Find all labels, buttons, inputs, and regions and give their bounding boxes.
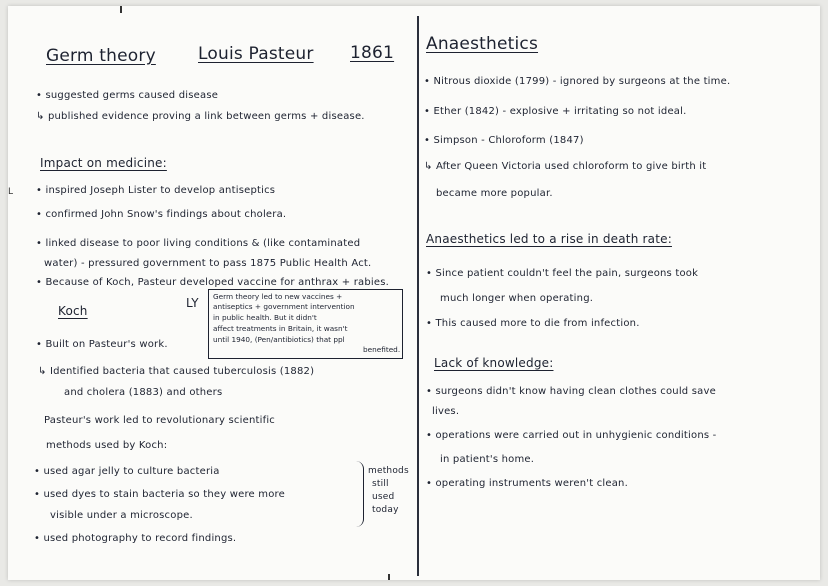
death-rate-item: • Since patient couldn't feel the pain, surgeons took [426, 268, 699, 279]
ly-label: LY [186, 296, 199, 310]
impact-item: • confirmed John Snow's findings about cholera. [36, 209, 287, 220]
death-rate-item: • This caused more to die from infection. [426, 318, 640, 329]
impact-note-box [208, 289, 403, 359]
intro-line: ↳ published evidence proving a link between germs + disease. [36, 111, 365, 122]
knowledge-item: • operating instruments weren't clean. [426, 478, 628, 489]
anaesthetics-item: ↳ After Queen Victoria used chloroform to give birth it [424, 161, 707, 172]
brace-note: used [372, 492, 395, 502]
anaesthetics-title: Anaesthetics [426, 34, 539, 54]
koch-identified-line: and cholera (1883) and others [64, 387, 223, 398]
methods-brace [355, 461, 364, 527]
anaesthetics-item: became more popular. [436, 188, 553, 199]
brace-note: methods [368, 466, 409, 476]
box-line: until 1940, (Pen/antibiotics) that ppl [213, 335, 345, 344]
method-item: visible under a microscope. [50, 510, 193, 521]
column-divider [417, 16, 419, 576]
impact-item: • inspired Joseph Lister to develop antiseptics [36, 185, 276, 196]
knowledge-heading: Lack of knowledge: [434, 356, 554, 370]
anaesthetics-item: • Ether (1842) - explosive + irritating so not ideal. [424, 106, 687, 117]
pasteur-name: Louis Pasteur [198, 44, 314, 64]
koch-identified-line: ↳ Identified bacteria that caused tuberculosis (1882) [38, 366, 315, 377]
knowledge-item: in patient's home. [440, 454, 535, 465]
brace-note: today [372, 505, 399, 515]
impact-item: • Because of Koch, Pasteur developed vaccine for anthrax + rabies. [36, 277, 390, 288]
death-rate-item: much longer when operating. [440, 293, 594, 304]
knowledge-item: • surgeons didn't know having clean clothes could save [426, 386, 716, 397]
knowledge-item: lives. [432, 406, 460, 417]
pasteur-methods-line: methods used by Koch: [46, 440, 168, 451]
koch-built-line: • Built on Pasteur's work. [36, 339, 168, 350]
box-line: affect treatments in Britain, it wasn't [213, 324, 348, 333]
pasteur-methods-line: Pasteur's work led to revolutionary scientific [44, 415, 275, 426]
page-tick-mark [388, 574, 390, 580]
impact-item: • linked disease to poor living conditions & (like contaminated [36, 238, 361, 249]
anaesthetics-item: • Nitrous dioxide (1799) - ignored by surgeons at the time. [424, 76, 731, 87]
box-line: antiseptics + government intervention [213, 302, 355, 311]
notebook-page [8, 6, 820, 580]
germ-theory-title: Germ theory [46, 46, 156, 66]
knowledge-item: • operations were carried out in unhygienic conditions - [426, 430, 717, 441]
impact-item: water) - pressured government to pass 1875 Public Health Act. [44, 258, 372, 269]
anaesthetics-item: • Simpson - Chloroform (1847) [424, 135, 584, 146]
impact-heading: Impact on medicine: [40, 156, 167, 170]
page-tick-mark [120, 6, 122, 13]
box-line: Germ theory led to new vaccines + [213, 292, 343, 301]
box-line: in public health. But it didn't [213, 313, 317, 322]
method-item: • used dyes to stain bacteria so they were more [34, 489, 285, 500]
intro-line: • suggested germs caused disease [36, 90, 219, 101]
title-year: 1861 [350, 43, 395, 63]
method-item: • used agar jelly to culture bacteria [34, 466, 220, 477]
margin-mark: L [8, 187, 14, 197]
death-rate-heading: Anaesthetics led to a rise in death rate: [426, 232, 672, 246]
koch-heading: Koch [58, 304, 88, 318]
box-line: benefited. [363, 345, 401, 354]
method-item: • used photography to record findings. [34, 533, 237, 544]
brace-note: still [372, 479, 389, 489]
